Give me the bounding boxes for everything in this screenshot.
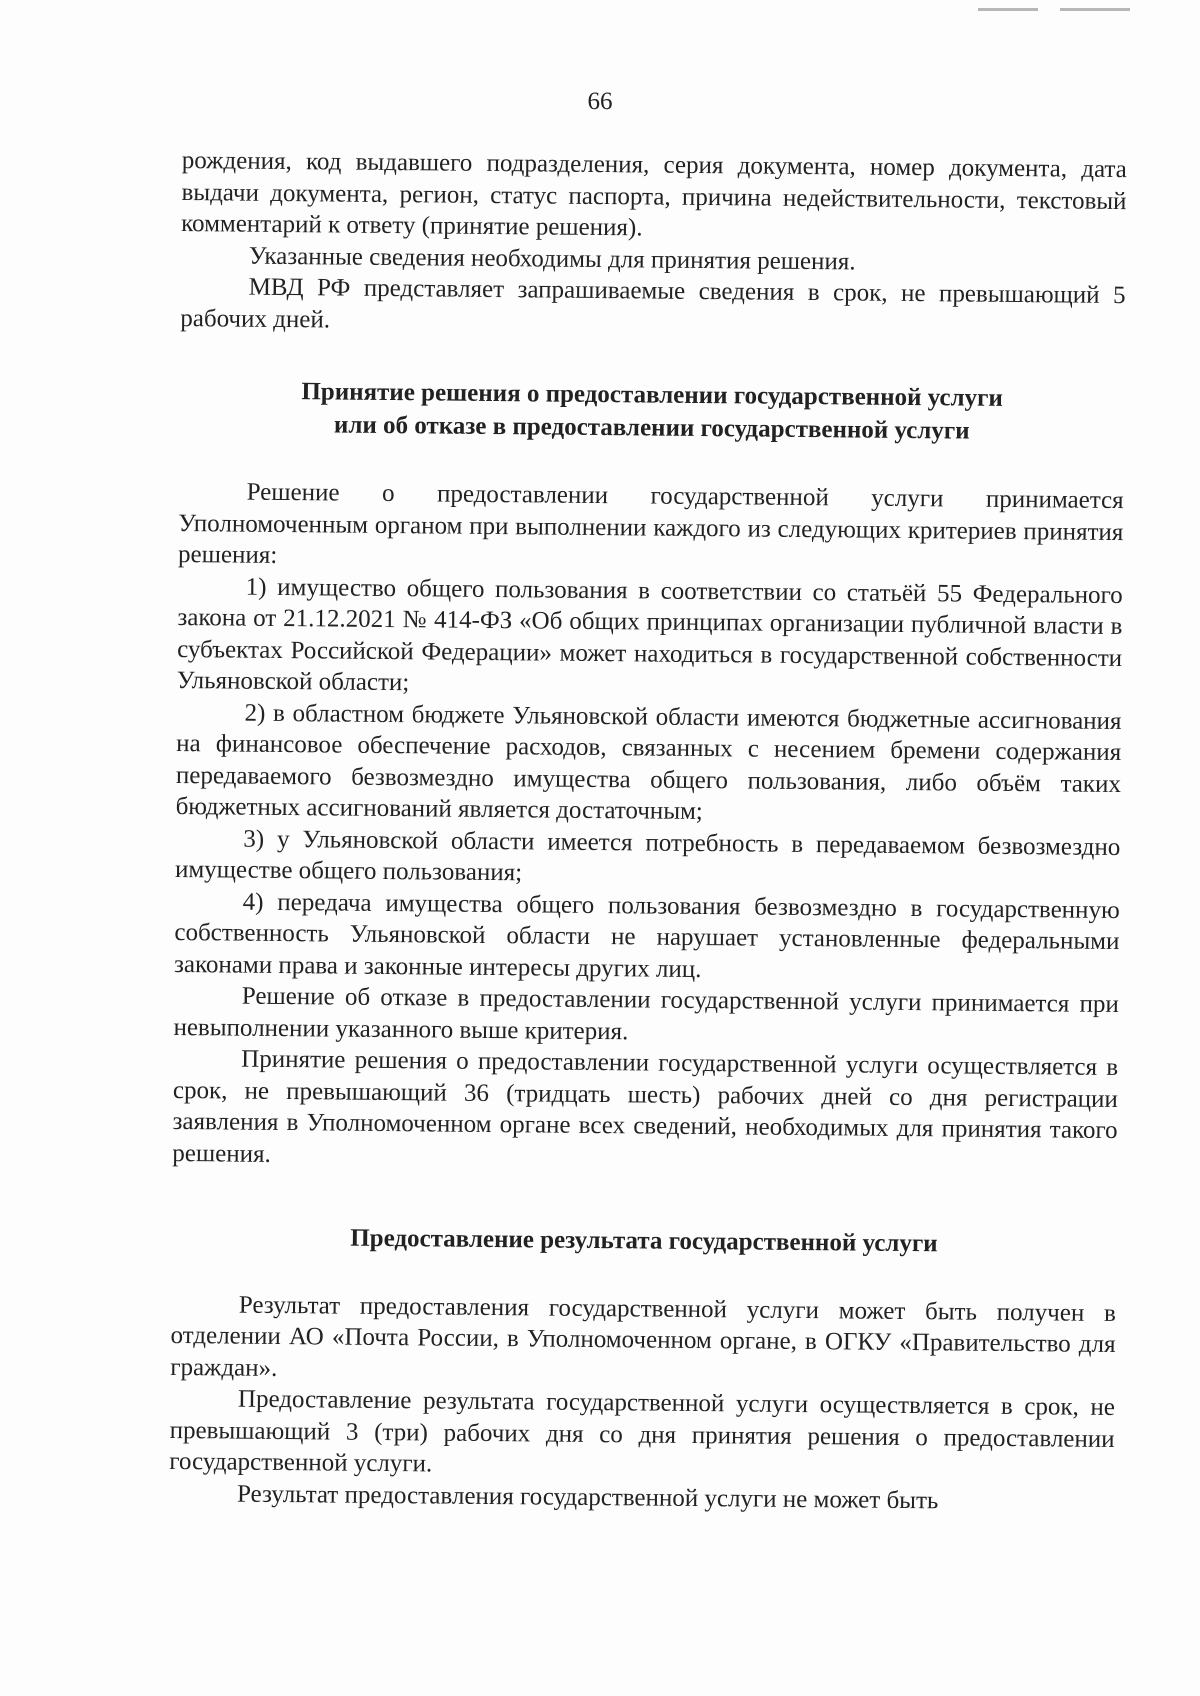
result-paragraph-1: Результат предоставления государственной услуги может быть получен в отделении АО «Почта России, в Уполномоченном органе, в ОГКУ «Правительство для граждан».	[170, 1291, 1116, 1382]
document-body	[169, 145, 1127, 1518]
scan-artifact-marks	[978, 8, 1130, 11]
criterion-item-2: 2) в областном бюджете Ульяновской области имеются бюджетные ассигнования на финансовое обеспечение расходов, связанных с несением бремени содержания передаваемого безвозмездно имущества общего пользования, либо объём таких бюджетных ассигнований является достаточным;	[175, 699, 1122, 826]
criterion-item-3: 3) у Ульяновской области имеется потребность в передаваемом безвозмездно имуществе общего пользования;	[174, 825, 1121, 887]
intro-paragraph-3: МВД РФ представляет запрашиваемые сведения в срок, не превышающий 5 рабочих дней.	[180, 273, 1126, 333]
result-paragraph-3: Результат предоставления государственной услуги не может быть	[236, 1480, 939, 1514]
result-paragraph-2: Предоставление результата государственной услуги осуществляется в срок, не превышающий 3 (три) рабочих дня со дня принятия решения о предоставлении государственной услуги.	[169, 1385, 1116, 1478]
section-heading-decision-line-1: Принятие решения о предоставлении государственной услуги	[301, 378, 1003, 412]
section-heading-decision-line-2: или об отказе в предоставлении государственной услуги	[333, 411, 970, 445]
decision-paragraph-term: Принятие решения о предоставлении государственной услуги осуществляется в срок, не превышающий 36 (тридцать шесть) рабочих дней со дня регистрации заявления в Уполномоченном органе всех сведений, необходимых для принятия такого решения.	[172, 1045, 1119, 1168]
intro-paragraph-2: Указанные сведения необходимы для принятия решения.	[248, 242, 856, 275]
criterion-item-4: 4) передача имущества общего пользования безвозмездно в государственную собственность Ульяновской области не нарушает установленные федеральными законами права и законные интересы других лиц.	[174, 888, 1120, 983]
decision-paragraph-refusal: Решение об отказе в предоставлении государственной услуги принимается при невыполнении указанного выше критерия.	[173, 982, 1119, 1045]
intro-paragraph-1: рождения, код выдавшего подразделения, серия документа, номер документа, дата выдачи документа, регион, статус паспорта, причина недействительности, текстовый комментарий к ответу (принятие решения).	[181, 146, 1127, 242]
criterion-item-1: 1) имущество общего пользования в соответствии со статьёй 55 Федерального закона от 21.12.2021 № 414-ФЗ «Об общих принципах организации публичной власти в субъектах Российской Федерации» может находиться в государственной собственности Ульяновской области;	[176, 573, 1123, 697]
page-number: 66	[587, 88, 613, 115]
section-heading-result: Предоставление результата государственной услуги	[350, 1224, 938, 1258]
section-heading-decision	[179, 374, 1125, 449]
decision-paragraph-intro: Решение о предоставлении государственной услуги принимается Уполномоченным органом при выполнении каждого из следующих критериев принятия решения:	[177, 478, 1124, 569]
